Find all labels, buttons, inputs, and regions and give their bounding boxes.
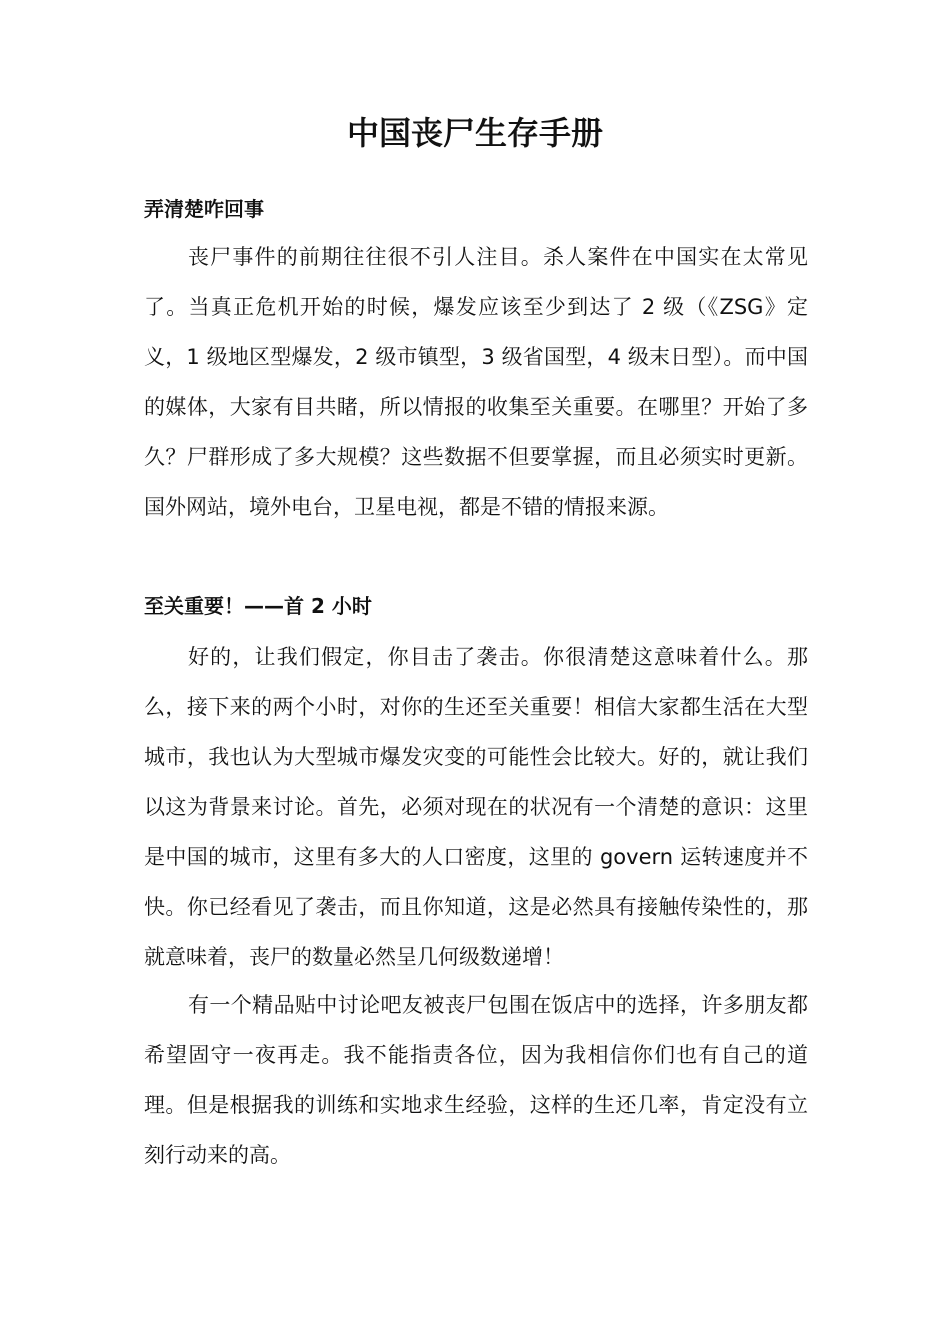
body-paragraph: 好的，让我们假定，你目击了袭击。你很清楚这意味着什么。那么，接下来的两个小时，对你的生还至关重要！相信大家都生活在大型城市，我也认为大型城市爆发灾变的可能性会比较大。好的，就让我们以这为背景来讨论。首先，必须对现在的状况有一个清楚的意识：这里是中国的城市，这里有多大的人口密度，这里的 govern 运转速度并不快。你已经看见了袭击，而且你知道，这是必然具有接触传染性的，那就意味着，丧尸的数量必然呈几何级数递增！ <box>144 645 808 969</box>
section-heading: 弄清楚咋回事 <box>144 197 264 221</box>
body-paragraph: 丧尸事件的前期往往很不引人注目。杀人案件在中国实在太常见了。当真正危机开始的时候，爆发应该至少到达了 2 级（《ZSG》定义，1 级地区型爆发，2 级市镇型，3 级省国型，4 级末日型）。而中国的媒体，大家有目共睹，所以情报的收集至关重要。在哪里？开始了多久？尸群形成了多大规模？这些数据不但要掌握，而且必须实时更新。国外网站，境外电台，卫星电视，都是不错的情报来源。 <box>144 245 808 519</box>
section-heading: 至关重要！——首 2 小时 <box>144 594 372 618</box>
body-paragraph: 有一个精品贴中讨论吧友被丧尸包围在饭店中的选择，许多朋友都希望固守一夜再走。我不能指责各位，因为我相信你们也有自己的道理。但是根据我的训练和实地求生经验，这样的生还几率，肯定没有立刻行动来的高。 <box>144 993 808 1167</box>
document-title: 中国丧尸生存手册 <box>346 114 603 152</box>
